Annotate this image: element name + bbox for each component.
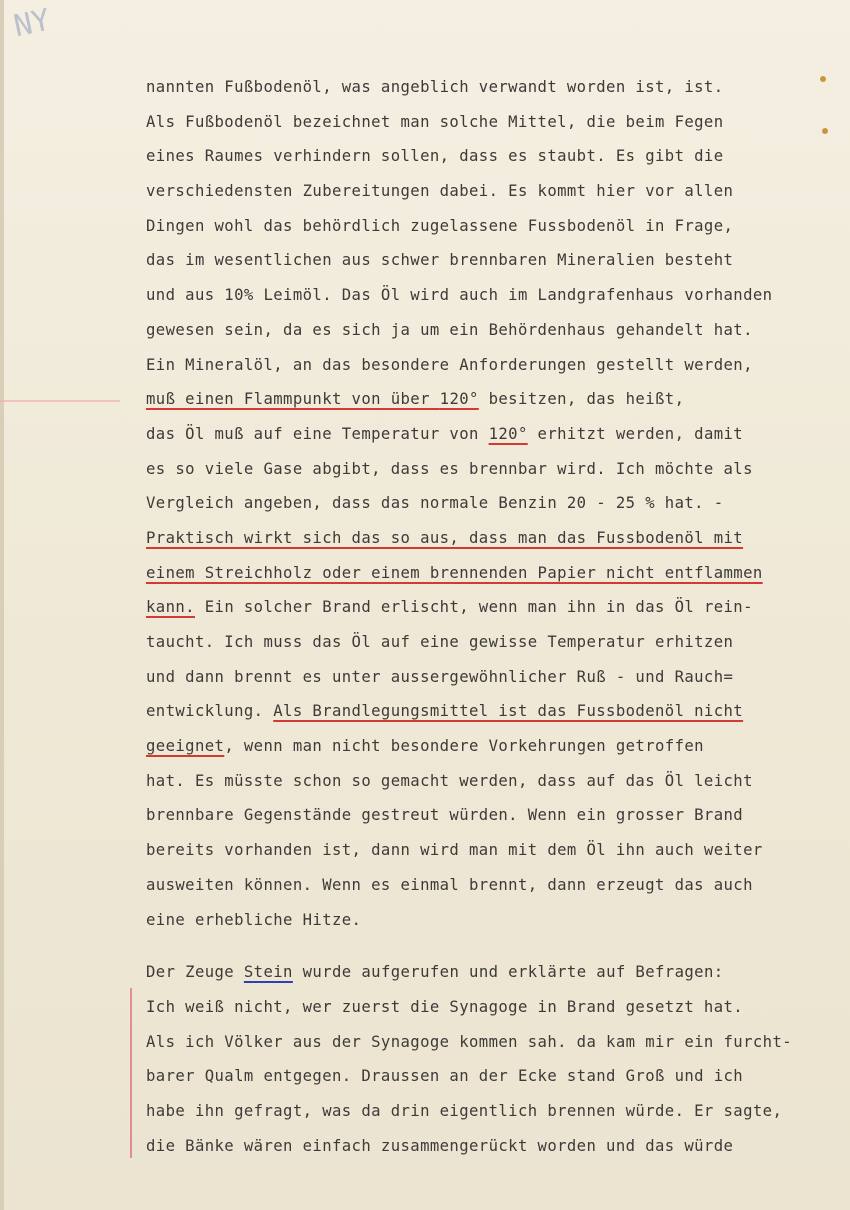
text-line: es so viele Gase abgibt, dass es brennbar wird. Ich möchte als: [146, 459, 753, 478]
text-line: bereits vorhanden ist, dann wird man mit dem Öl ihn auch weiter: [146, 841, 763, 860]
paragraph-gap: [146, 937, 836, 955]
bleed-through-mark: [0, 370, 120, 402]
text-line: Ich weiß nicht, wer zuerst die Synagoge in Brand gesetzt hat.: [146, 997, 744, 1016]
text-segment: Der Zeuge: [146, 963, 244, 982]
page-edge: [0, 0, 4, 1210]
text-line: Dingen wohl das behördlich zugelassene Fussbodenöl in Frage,: [146, 216, 734, 235]
witness-name: Stein: [243, 963, 293, 982]
text-line: [146, 729, 836, 764]
margin-red-line: [130, 988, 132, 1158]
underlined-line: einem Streichholz oder einem brennenden Papier nicht entflammen: [146, 563, 763, 582]
text-line: [146, 417, 836, 452]
text-segment: , wenn man nicht besondere Vorkehrungen getroffen: [224, 737, 704, 756]
text-line: taucht. Ich muss das Öl auf eine gewisse Temperatur erhitzen: [146, 633, 734, 651]
text-segment: wurde aufgerufen und erklärte auf Befragen:: [292, 963, 724, 982]
text-line: das im wesentlichen aus schwer brennbaren Mineralien besteht: [146, 251, 734, 270]
underlined-line: Praktisch wirkt sich das so aus, dass man das Fussbodenöl mit: [146, 528, 744, 547]
text-line: eine erhebliche Hitze.: [146, 910, 362, 929]
text-line: [146, 955, 836, 990]
text-line: Vergleich angeben, dass das normale Benzin 20 - 25 % hat. -: [146, 494, 724, 513]
underlined-text: kann.: [146, 598, 195, 617]
text-line: Als ich Völker aus der Synagoge kommen sah. da kam mir ein furcht-: [146, 1032, 793, 1051]
underlined-text: muß einen Flammpunkt von über: [146, 390, 440, 409]
text-segment: erhitzt werden, damit: [527, 424, 744, 443]
text-line: die Bänke wären einfach zusammengerückt worden und das würde: [146, 1136, 734, 1155]
text-line: und dann brennt es unter aussergewöhnlicher Ruß - und Rauch=: [146, 667, 734, 686]
text-line: und aus 10% Leimöl. Das Öl wird auch im Landgrafenhaus vorhanden: [146, 286, 773, 305]
text-line: barer Qualm entgegen. Draussen an der Ecke stand Groß und ich: [146, 1067, 744, 1086]
text-line: gewesen sein, da es sich ja um ein Behördenhaus gehandelt hat.: [146, 320, 753, 339]
text-line: ausweiten können. Wenn es einmal brennt, dann erzeugt das auch: [146, 875, 753, 894]
text-line: nannten Fußbodenöl, was angeblich verwandt worden ist, ist.: [146, 78, 724, 96]
underlined-text: Als Brandlegungsmittel ist das Fussbodenöl nicht: [273, 702, 744, 721]
text-segment: Ein solcher Brand erlischt, wenn man ihn in das Öl rein-: [194, 598, 753, 617]
underlined-value: 120°: [488, 424, 528, 443]
text-segment: besitzen, das heißt,: [478, 390, 685, 409]
underlined-text: geeignet: [146, 737, 225, 756]
text-line: hat. Es müsste schon so gemacht werden, dass auf das Öl leicht: [146, 771, 753, 790]
text-line: [146, 382, 836, 417]
text-line: Ein Mineralöl, an das besondere Anforderungen gestellt werden,: [146, 355, 753, 374]
text-line: brennbare Gegenstände gestreut würden. Wenn ein grosser Brand: [146, 806, 744, 825]
text-line: Als Fußbodenöl bezeichnet man solche Mittel, die beim Fegen: [146, 112, 724, 131]
underlined-value: 120°: [439, 390, 479, 409]
text-line: verschiedensten Zubereitungen dabei. Es kommt hier vor allen: [146, 182, 734, 201]
text-segment: entwicklung.: [146, 702, 274, 721]
text-line: eines Raumes verhindern sollen, dass es staubt. Es gibt die: [146, 147, 724, 166]
typed-text: [146, 70, 836, 1163]
text-line: [146, 590, 836, 625]
text-line: habe ihn gefragt, was da drin eigentlich brennen würde. Er sagte,: [146, 1101, 783, 1120]
corner-pencil-mark: NY: [10, 2, 54, 45]
text-segment: das Öl muß auf eine Temperatur von: [146, 424, 489, 443]
text-line: [146, 694, 836, 729]
